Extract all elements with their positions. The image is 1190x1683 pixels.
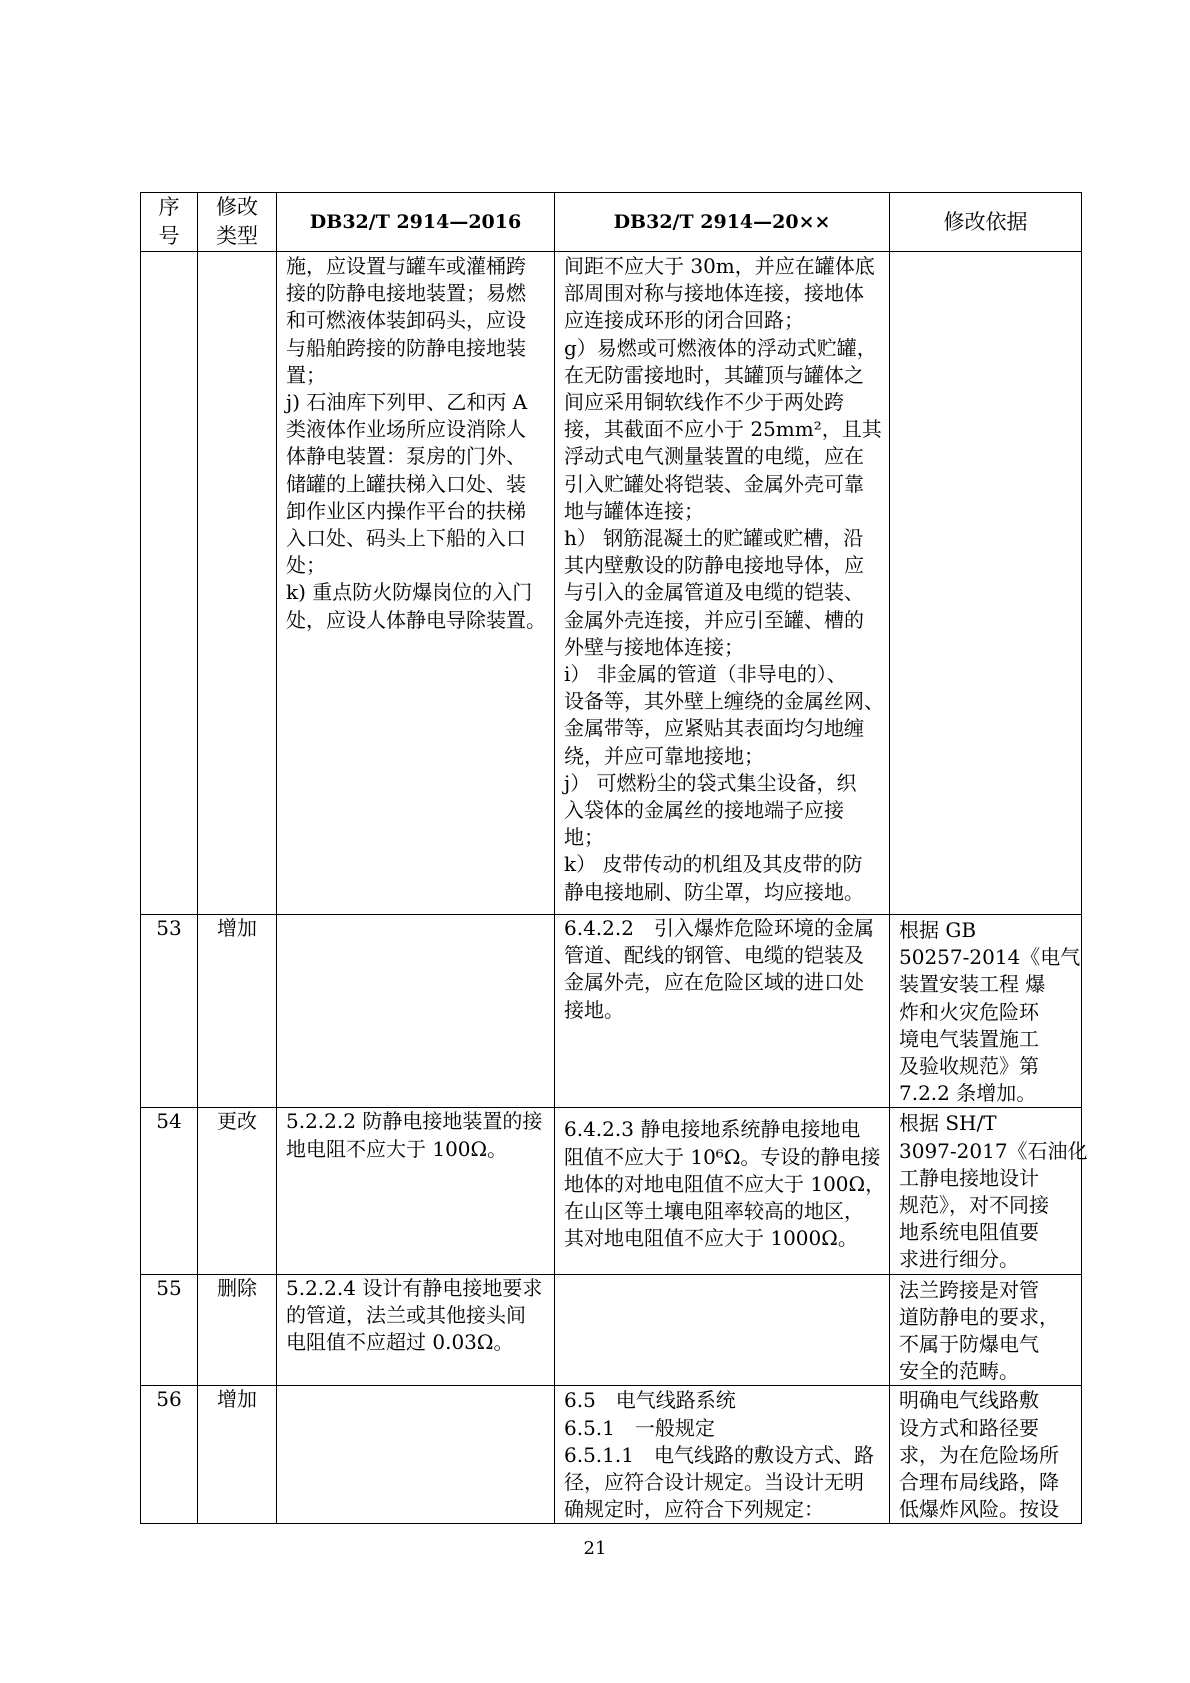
text-line: i） 非金属的管道（非导电的）、 [564, 662, 847, 687]
text-line: 地与罐体连接； [564, 498, 704, 523]
text-line: 与引入的金属管道及电缆的铠装、 [564, 580, 864, 605]
text-line: 6.4.2.2 引入爆炸危险环境的金属 [564, 916, 874, 940]
table-row [141, 915, 1082, 1108]
table-row [141, 1386, 1082, 1524]
text-line: 7.2.2 条增加。 [899, 1081, 1037, 1106]
text-line: 处，应设人体静电导除装置。 [286, 607, 546, 632]
cell-new-text [555, 252, 890, 915]
text-line: 合理布局线路，降 [899, 1470, 1059, 1495]
text-line: 及验收规范》第 [899, 1054, 1039, 1079]
text-line: 类液体作业场所应设消除人 [286, 417, 526, 442]
text-line: 绕，并应可靠地接地； [564, 743, 764, 768]
text-line: 的管道，法兰或其他接头间 [286, 1302, 526, 1327]
cell-type: 增加 [198, 1386, 277, 1524]
header-basis: 修改依据 [890, 193, 1082, 252]
text-line: 间距不应大于 30m，并应在罐体底 [564, 254, 875, 278]
text-line: 储罐的上罐扶梯入口处、装 [286, 471, 526, 496]
text-line: 金属外壳连接，并应引至罐、槽的 [564, 607, 864, 632]
cell-old-text [277, 252, 555, 915]
cell-new-text [555, 915, 890, 1108]
cell-new-text [555, 1108, 890, 1274]
text-line: 其对地电阻值不应大于 1000Ω。 [564, 1226, 858, 1251]
text-line: 接，其截面不应小于 25mm²，且其 [564, 417, 882, 442]
text-line: 和可燃液体装卸码头，应设 [286, 308, 526, 333]
text-line: 工静电接地设计 [899, 1165, 1039, 1190]
header-seq-line: 序 [158, 195, 180, 219]
cell-type: 删除 [198, 1274, 277, 1386]
revision-table [140, 192, 1088, 1524]
text-line: 求，为在危险场所 [899, 1442, 1059, 1467]
cell-new-text [555, 1386, 890, 1524]
cell-seq: 53 [141, 915, 198, 1108]
text-line: 6.5 电气线路系统 [564, 1388, 736, 1413]
text-line: 规范》，对不同接 [899, 1193, 1049, 1218]
text-line: 应连接成环形的闭合回路； [564, 308, 804, 333]
text-line: 6.5.1 一般规定 [564, 1415, 715, 1440]
cell-old-text [277, 1386, 555, 1524]
text-line: 设备等，其外壁上缠绕的金属丝网、 [564, 689, 884, 714]
table-row [141, 1108, 1082, 1274]
text-line: 入口处、码头上下船的入口 [286, 526, 526, 551]
table-header-row [141, 193, 1082, 252]
text-line: 部周围对称与接地体连接，接地体 [564, 281, 864, 306]
cell-old-text [277, 915, 555, 1108]
cell-basis [890, 1386, 1082, 1524]
text-line: 安全的范畴。 [899, 1359, 1019, 1384]
text-line: 装置安装工程 爆 [899, 972, 1046, 997]
cell-seq: 54 [141, 1108, 198, 1274]
text-line: 根据 SH/T [899, 1111, 997, 1136]
text-line: 地系统电阻值要 [899, 1220, 1039, 1245]
cell-seq: 55 [141, 1274, 198, 1386]
cell-type: 更改 [198, 1108, 277, 1274]
text-line: j) 石油库下列甲、乙和丙 A [286, 390, 528, 415]
cell-old-text [277, 1108, 555, 1274]
text-line: 地电阻不应大于 100Ω。 [286, 1136, 508, 1161]
text-line: 接地。 [564, 997, 624, 1022]
text-line: 径，应符合设计规定。当设计无明 [564, 1470, 864, 1495]
cell-basis [890, 915, 1082, 1108]
text-line: 接的防静电接地装置；易燃 [286, 281, 526, 306]
text-line: 境电气装置施工 [899, 1026, 1039, 1051]
header-type-line: 修改 [216, 195, 258, 219]
text-line: 卸作业区内操作平台的扶梯 [286, 498, 526, 523]
cell-basis [890, 252, 1082, 915]
header-seq-line: 号 [158, 224, 180, 248]
cell-type [198, 252, 277, 915]
text-line: h） 钢筋混凝土的贮罐或贮槽，沿 [564, 526, 864, 551]
text-line: 5.2.2.4 设计有静电接地要求 [286, 1275, 543, 1300]
table-row-continuation [141, 252, 1082, 915]
text-line: 其内壁敷设的防静电接地导体，应 [564, 553, 864, 578]
header-new-standard: DB32/T 2914—20×× [555, 193, 890, 252]
text-line: 金属外壳，应在危险区域的进口处 [564, 970, 864, 995]
text-line: 6.4.2.3 静电接地系统静电接地电 [564, 1117, 861, 1142]
text-line: 3097-2017《石油化 [899, 1138, 1088, 1163]
cell-basis [890, 1274, 1082, 1386]
text-line: 根据 GB [899, 918, 977, 942]
cell-seq: 56 [141, 1386, 198, 1524]
text-line: 法兰跨接是对管 [899, 1277, 1039, 1302]
text-line: k) 重点防火防爆岗位的入门 [286, 580, 533, 605]
text-line: 5.2.2.2 防静电接地装置的接 [286, 1109, 543, 1134]
text-line: 与船舶跨接的防静电接地装 [286, 335, 526, 360]
text-line: 电阻值不应超过 0.03Ω。 [286, 1330, 514, 1355]
cell-seq [141, 252, 198, 915]
text-line: 管道、配线的钢管、电缆的铠装及 [564, 943, 864, 968]
text-line: 道防静电的要求， [899, 1304, 1059, 1329]
cell-old-text [277, 1274, 555, 1386]
page-number: 21 [583, 1538, 607, 1559]
cell-new-text [555, 1274, 890, 1386]
cell-basis [890, 1108, 1088, 1274]
text-line: 低爆炸风险。按设 [899, 1497, 1059, 1522]
text-line: 确规定时，应符合下列规定： [564, 1497, 824, 1522]
text-line: 体静电装置：泵房的门外、 [286, 444, 526, 469]
text-line: 置； [286, 362, 326, 387]
header-old-standard: DB32/T 2914—2016 [277, 193, 555, 252]
text-line: 地； [564, 825, 604, 850]
header-type-line: 类型 [216, 224, 258, 248]
text-line: 明确电气线路敷 [899, 1388, 1039, 1413]
cell-type: 增加 [198, 915, 277, 1108]
header-seq [141, 193, 198, 252]
text-line: 金属带等，应紧贴其表面均匀地缠 [564, 716, 864, 741]
text-line: 地体的对地电阻值不应大于 100Ω， [564, 1171, 886, 1196]
text-line: g）易燃或可燃液体的浮动式贮罐， [564, 335, 877, 360]
text-line: 在无防雷接地时，其罐顶与罐体之 [564, 362, 864, 387]
text-line: 浮动式电气测量装置的电缆，应在 [564, 444, 864, 469]
text-line: 50257-2014《电气 [899, 945, 1081, 970]
text-line: 在山区等土壤电阻率较高的地区， [564, 1199, 864, 1224]
text-line: 处； [286, 553, 326, 578]
header-type [198, 193, 277, 252]
text-line: 不属于防爆电气 [899, 1332, 1039, 1357]
text-line: 炸和火灾危险环 [899, 999, 1039, 1024]
text-line: 外壁与接地体连接； [564, 634, 744, 659]
text-line: 设方式和路径要 [899, 1415, 1039, 1440]
text-line: 入袋体的金属丝的接地端子应接 [564, 798, 844, 823]
text-line: 间应采用铜软线作不少于两处跨 [564, 390, 844, 415]
text-line: j） 可燃粉尘的袋式集尘设备，织 [564, 770, 857, 795]
text-line: k） 皮带传动的机组及其皮带的防 [564, 852, 863, 877]
text-line: 求进行细分。 [899, 1247, 1019, 1272]
text-line: 静电接地刷、防尘罩，均应接地。 [564, 879, 864, 904]
text-line: 6.5.1.1 电气线路的敷设方式、路 [564, 1442, 874, 1467]
text-line: 施，应设置与罐车或灌桶跨 [286, 254, 526, 278]
table-row [141, 1274, 1082, 1386]
text-line: 引入贮罐处将铠装、金属外壳可靠 [564, 471, 864, 496]
text-line: 阻值不应大于 10⁶Ω。专设的静电接 [564, 1144, 881, 1169]
